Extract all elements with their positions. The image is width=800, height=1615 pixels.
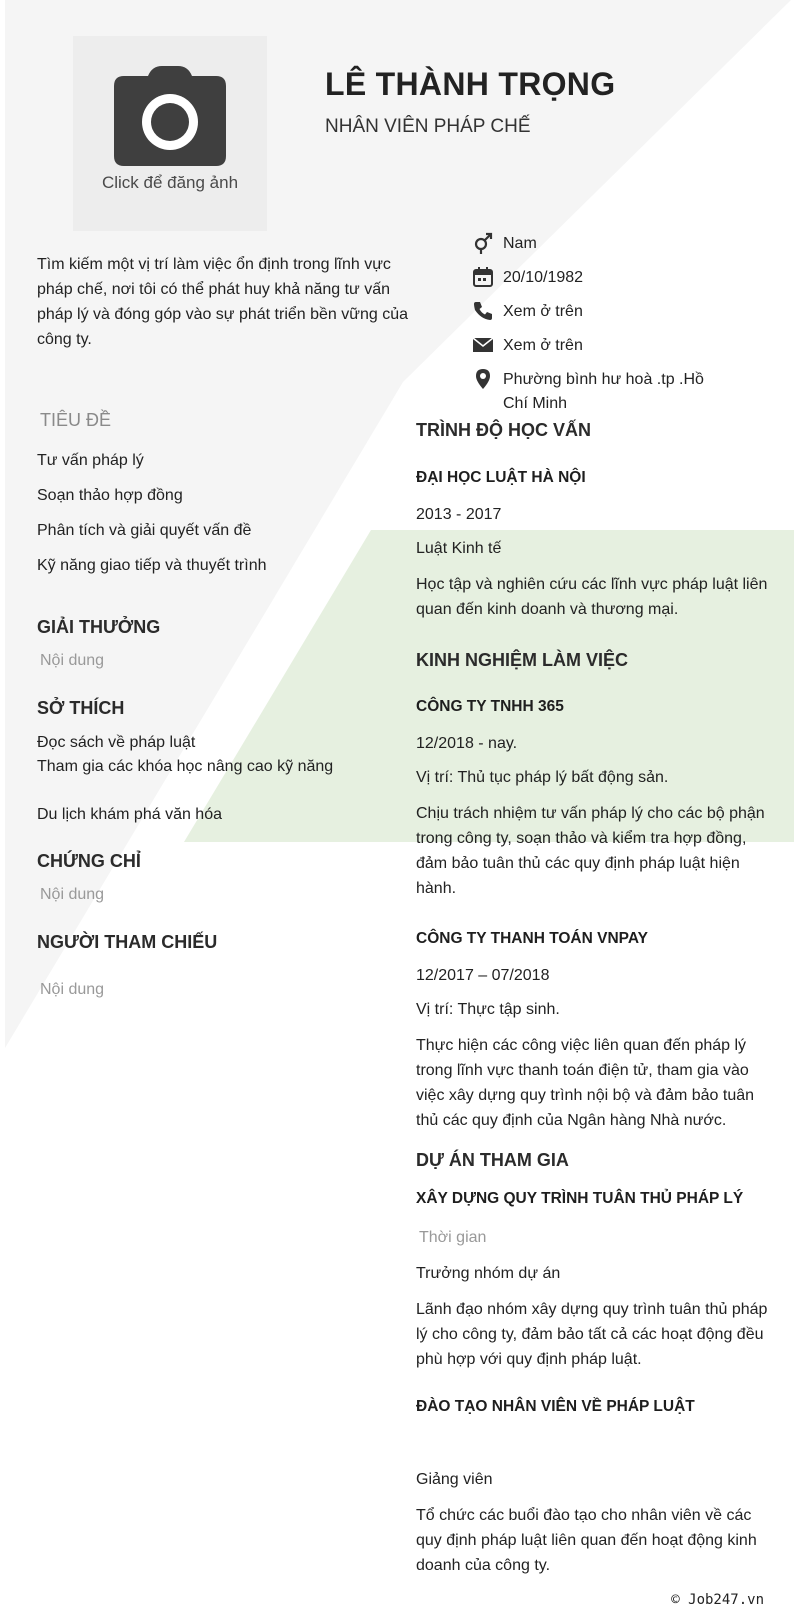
email-value: Xem ở trên (503, 337, 583, 354)
references-placeholder: Nội dung (40, 981, 105, 998)
project-role: Trưởng nhóm dự án (416, 1265, 561, 1282)
hobby-item: Đọc sách về pháp luật (37, 734, 196, 751)
address-value: Phường bình hư hoà .tp .Hồ Chí Minh (503, 371, 704, 412)
job-role: Vị trí: Thực tập sinh. (416, 1001, 560, 1018)
experience-heading: KINH NGHIỆM LÀM VIỆC (416, 650, 629, 670)
references-heading: NGƯỜI THAM CHIẾU (37, 932, 218, 952)
job-description: Thực hiện các công việc liên quan đến pháp lý trong lĩnh vực thanh toán điện tử, tham gia vào việc xây dựng quy trình nội bộ và đảm bảo tuân thủ các quy định của Ngân hàng Nhà nước. (416, 1037, 755, 1129)
candidate-name: LÊ THÀNH TRỌNG (325, 66, 616, 102)
hobby-item: Du lịch khám phá văn hóa (37, 806, 222, 823)
project-time-placeholder: Thời gian (419, 1229, 487, 1246)
education-description: Học tập và nghiên cứu các lĩnh vực pháp luật liên quan đến kinh doanh và thương mại. (416, 576, 768, 618)
email-icon (472, 334, 494, 356)
job-description: Chịu trách nhiệm tư vấn pháp lý cho các bộ phận trong công ty, soạn thảo và kiểm tra hợp đồng, đảm bảo tuân thủ các quy định pháp luật hiện hành. (416, 805, 765, 897)
skill-item: Phân tích và giải quyết vấn đề (37, 522, 252, 539)
skill-item: Kỹ năng giao tiếp và thuyết trình (37, 557, 267, 574)
skills-heading: TIÊU ĐỀ (40, 410, 112, 430)
education-major: Luật Kinh tế (416, 540, 502, 557)
awards-placeholder: Nội dung (40, 652, 105, 669)
gender-icon (472, 232, 494, 254)
project-name: XÂY DỰNG QUY TRÌNH TUÂN THỦ PHÁP LÝ (416, 1190, 744, 1207)
job-company: CÔNG TY TNHH 365 (416, 698, 564, 715)
education-heading: TRÌNH ĐỘ HỌC VẤN (416, 420, 591, 440)
projects-heading: DỰ ÁN THAM GIA (416, 1150, 569, 1170)
certificates-placeholder: Nội dung (40, 886, 105, 903)
certificates-heading: CHỨNG CHỈ (37, 851, 141, 871)
project-description: Lãnh đạo nhóm xây dựng quy trình tuân thủ pháp lý cho công ty, đảm bảo tất cả các hoạt động đều phù hợp với quy định pháp luật. (416, 1301, 768, 1368)
camera-icon (112, 64, 228, 168)
career-objective: Tìm kiếm một vị trí làm việc ổn định trong lĩnh vực pháp chế, nơi tôi có thể phát huy khả năng tư vấn pháp lý và đóng góp vào sự phát triển bền vững của công ty. (37, 256, 409, 348)
gender-value: Nam (503, 235, 537, 252)
location-pin-icon (472, 368, 494, 390)
footer-copyright[interactable]: © Job247.vn (671, 1592, 764, 1608)
project-name: ĐÀO TẠO NHÂN VIÊN VỀ PHÁP LUẬT (416, 1398, 695, 1415)
job-title: NHÂN VIÊN PHÁP CHẾ (325, 116, 531, 137)
education-period: 2013 - 2017 (416, 506, 502, 523)
awards-heading: GIẢI THƯỞNG (37, 617, 161, 637)
skill-item: Soạn thảo hợp đồng (37, 487, 183, 504)
job-company: CÔNG TY THANH TOÁN VNPAY (416, 930, 648, 947)
calendar-icon (472, 266, 494, 288)
hobbies-heading: SỞ THÍCH (37, 698, 125, 718)
dob-value: 20/10/1982 (503, 269, 584, 286)
hobby-item: Tham gia các khóa học nâng cao kỹ năng (37, 758, 334, 775)
job-period: 12/2018 - nay. (416, 735, 518, 752)
skill-item: Tư vấn pháp lý (37, 452, 144, 469)
education-school: ĐẠI HỌC LUẬT HÀ NỘI (416, 469, 586, 486)
avatar-upload[interactable] (73, 36, 267, 231)
job-period: 12/2017 – 07/2018 (416, 967, 550, 984)
photo-caption: Click để đăng ảnh (101, 173, 239, 192)
job-role: Vị trí: Thủ tục pháp lý bất động sản. (416, 769, 669, 786)
project-role: Giảng viên (416, 1471, 493, 1488)
phone-icon (472, 300, 494, 322)
phone-value: Xem ở trên (503, 303, 583, 320)
project-description: Tổ chức các buổi đào tạo cho nhân viên về các quy định pháp luật liên quan đến hoạt động kinh doanh của công ty. (416, 1507, 757, 1574)
